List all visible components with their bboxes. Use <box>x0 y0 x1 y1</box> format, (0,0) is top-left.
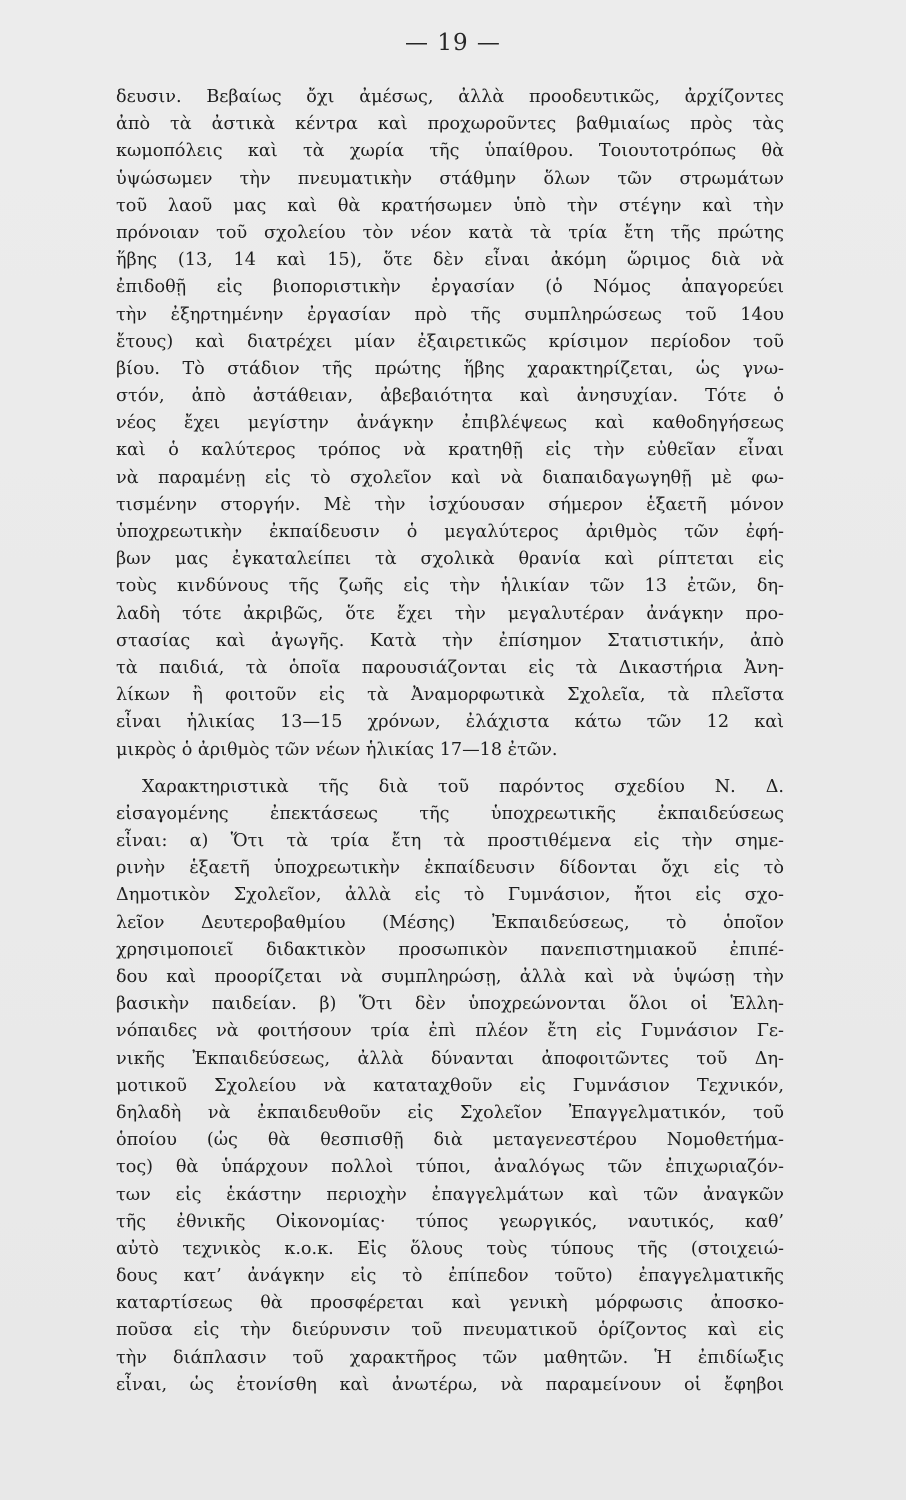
text-line: δου καὶ προορίζεται νὰ συμπληρώσῃ, ἀλλὰ καὶ νὰ ὑψώσῃ τὴν <box>116 967 784 987</box>
text-line: Δημοτικὸν Σχολεῖον, ἀλλὰ εἰς τὸ Γυμνάσιον, ἤτοι εἰς σχο- <box>116 885 784 906</box>
paragraph-2 <box>116 774 784 1399</box>
text-line: Χαρακτηριστικὰ τῆς διὰ τοῦ παρόντος σχεδίου Ν. Δ. <box>142 776 784 797</box>
text-line: στασίας καὶ ἀγωγῆς. Κατὰ τὴν ἐπίσημον Στατιστικήν, ἀπὸ <box>116 630 784 651</box>
text-line: λίκων ἢ φοιτοῦν εἰς τὰ Ἀναμορφωτικὰ Σχολεῖα, τὰ πλεῖστα <box>116 685 784 706</box>
text-line: βασικὴν παιδείαν. β) Ὅτι δὲν ὑποχρεώνονται ὅλοι οἱ Ἑλλη- <box>116 994 784 1015</box>
text-line: δους κατ’ ἀνάγκην εἰς τὸ ἐπίπεδον τοῦτο) ἐπαγγελματικῆς <box>116 1266 784 1287</box>
text-line: ρινὴν ἑξαετῆ ὑποχρεωτικὴν ἐκπαίδευσιν δίδονται ὄχι εἰς τὸ <box>116 858 784 879</box>
text-line: ὑποχρεωτικὴν ἐκπαίδευσιν ὁ μεγαλύτερος ἀριθμὸς τῶν ἐφή- <box>116 522 784 542</box>
text-line: ποῦσα εἰς τὴν διεύρυνσιν τοῦ πνευματικοῦ ὁρίζοντος καὶ εἰς <box>116 1320 784 1341</box>
text-line: καταρτίσεως θὰ προσφέρεται καὶ γενικὴ μόρφωσις ἀποσκο- <box>116 1293 784 1314</box>
text-line: τισμένην στοργήν. Μὲ τὴν ἰσχύουσαν σήμερον ἑξαετῆ μόνον <box>116 494 784 515</box>
text-line: εἶναι: α) Ὅτι τὰ τρία ἔτη τὰ προστιθέμενα εἰς τὴν σημε- <box>116 831 784 852</box>
text-line: μικρὸς ὁ ἀριθμὸς τῶν νέων ἡλικίας 17—18 ἐτῶν. <box>116 739 558 760</box>
text-line: πρόνοιαν τοῦ σχολείου τὸν νέον κατὰ τὰ τρία ἔτη τῆς πρώτης <box>116 222 784 243</box>
text-line: νέος ἔχει μεγίστην ἀνάγκην ἐπιβλέψεως καὶ καθοδηγήσεως <box>116 413 784 434</box>
paragraph-1 <box>116 84 784 764</box>
text-line: εἰσαγομένης ἐπεκτάσεως τῆς ὑποχρεωτικῆς ἐκπαιδεύσεως <box>116 803 784 824</box>
text-line: βίου. Τὸ στάδιον τῆς πρώτης ἥβης χαρακτηρίζεται, ὡς γνω- <box>116 358 784 379</box>
text-line: κωμοπόλεις καὶ τὰ χωρία τῆς ὑπαίθρου. Τοιουτοτρόπως θὰ <box>116 141 784 162</box>
text-line: μοτικοῦ Σχολείου νὰ καταταχθοῦν εἰς Γυμνάσιον Τεχνικόν, <box>116 1075 784 1096</box>
text-line: νικῆς Ἐκπαιδεύσεως, ἀλλὰ δύνανται ἀποφοιτῶντες τοῦ Δη- <box>116 1048 784 1069</box>
text-line: καὶ ὁ καλύτερος τρόπος νὰ κρατηθῇ εἰς τὴν εὐθεῖαν εἶναι <box>116 440 784 461</box>
text-line: εἶναι ἡλικίας 13—15 χρόνων, ἐλάχιστα κάτω τῶν 12 καὶ <box>116 712 784 733</box>
text-line: τὴν ἐξηρτημένην ἐργασίαν πρὸ τῆς συμπληρώσεως τοῦ 14ου <box>116 304 784 325</box>
text-line: ὑψώσωμεν τὴν πνευματικὴν στάθμην ὅλων τῶν στρωμάτων <box>116 168 784 189</box>
paragraph-gap <box>116 764 784 774</box>
body-text <box>116 84 784 1399</box>
text-line: δευσιν. Βεβαίως ὄχι ἀμέσως, ἀλλὰ προοδευτικῶς, ἀρχίζοντες <box>116 87 784 107</box>
text-line: δηλαδὴ νὰ ἐκπαιδευθοῦν εἰς Σχολεῖον Ἐπαγγελματικόν, τοῦ <box>116 1102 784 1123</box>
text-line: αὐτὸ τεχνικὸς κ.ο.κ. Εἰς ὅλους τοὺς τύπους τῆς (στοιχειώ- <box>116 1238 784 1259</box>
text-line: λεῖον Δευτεροβαθμίου (Μέσης) Ἐκπαιδεύσεως, τὸ ὁποῖον <box>116 912 784 933</box>
text-line: τοὺς κινδύνους τῆς ζωῆς εἰς τὴν ἡλικίαν τῶν 13 ἐτῶν, δη- <box>116 576 784 597</box>
text-line: ἥβης (13, 14 καὶ 15), ὅτε δὲν εἶναι ἀκόμη ὥριμος διὰ νὰ <box>116 250 784 271</box>
text-line: τος) θὰ ὑπάρχουν πολλοὶ τύποι, ἀναλόγως τῶν ἐπιχωριαζόν- <box>116 1157 784 1178</box>
text-line: βων μας ἐγκαταλείπει τὰ σχολικὰ θρανία καὶ ρίπτεται εἰς <box>116 549 784 570</box>
text-line: ἀπὸ τὰ ἀστικὰ κέντρα καὶ προχωροῦντες βαθμιαίως πρὸς τὰς <box>116 114 784 135</box>
text-line: λαδὴ τότε ἀκριβῶς, ὅτε ἔχει τὴν μεγαλυτέραν ἀνάγκην προ- <box>116 603 784 624</box>
text-line: νόπαιδες νὰ φοιτήσουν τρία ἐπὶ πλέον ἔτη εἰς Γυμνάσιον Γε- <box>116 1021 784 1042</box>
text-line: χρησιμοποιεῖ διδακτικὸν προσωπικὸν πανεπιστημιακοῦ ἐπιπέ- <box>116 939 784 960</box>
text-line: τὴν διάπλασιν τοῦ χαρακτῆρος τῶν μαθητῶν. Ἡ ἐπιδίωξις <box>116 1347 784 1368</box>
page-number: — 19 — <box>405 30 501 56</box>
text-line: τὰ παιδιά, τὰ ὁποῖα παρουσιάζονται εἰς τὰ Δικαστήρια Ἀνη- <box>116 657 784 678</box>
text-line: τῆς ἐθνικῆς Οἰκονομίας· τύπος γεωργικός, ναυτικός, καθ’ <box>116 1211 784 1232</box>
text-line: νὰ παραμένῃ εἰς τὸ σχολεῖον καὶ νὰ διαπαιδαγωγηθῇ μὲ φω- <box>116 467 784 488</box>
text-line: των εἰς ἑκάστην περιοχὴν ἐπαγγελμάτων καὶ τῶν ἀναγκῶν <box>116 1184 784 1205</box>
text-line: ὁποίου (ὡς θὰ θεσπισθῇ διὰ μεταγενεστέρου Νομοθετήμα- <box>116 1130 784 1151</box>
text-line: στόν, ἀπὸ ἀστάθειαν, ἀβεβαιότητα καὶ ἀνησυχίαν. Τότε ὁ <box>116 386 784 407</box>
text-line: εἶναι, ὡς ἐτονίσθη καὶ ἀνωτέρω, νὰ παραμείνουν οἱ ἔφηβοι <box>116 1374 784 1395</box>
text-line: τοῦ λαοῦ μας καὶ θὰ κρατήσωμεν ὑπὸ τὴν στέγην καὶ τὴν <box>116 195 784 216</box>
text-line: ἔτους) καὶ διατρέχει μίαν ἐξαιρετικῶς κρίσιμον περίοδον τοῦ <box>116 331 784 352</box>
text-line: ἐπιδοθῇ εἰς βιοποριστικὴν ἐργασίαν (ὁ Νόμος ἀπαγορεύει <box>116 277 784 298</box>
